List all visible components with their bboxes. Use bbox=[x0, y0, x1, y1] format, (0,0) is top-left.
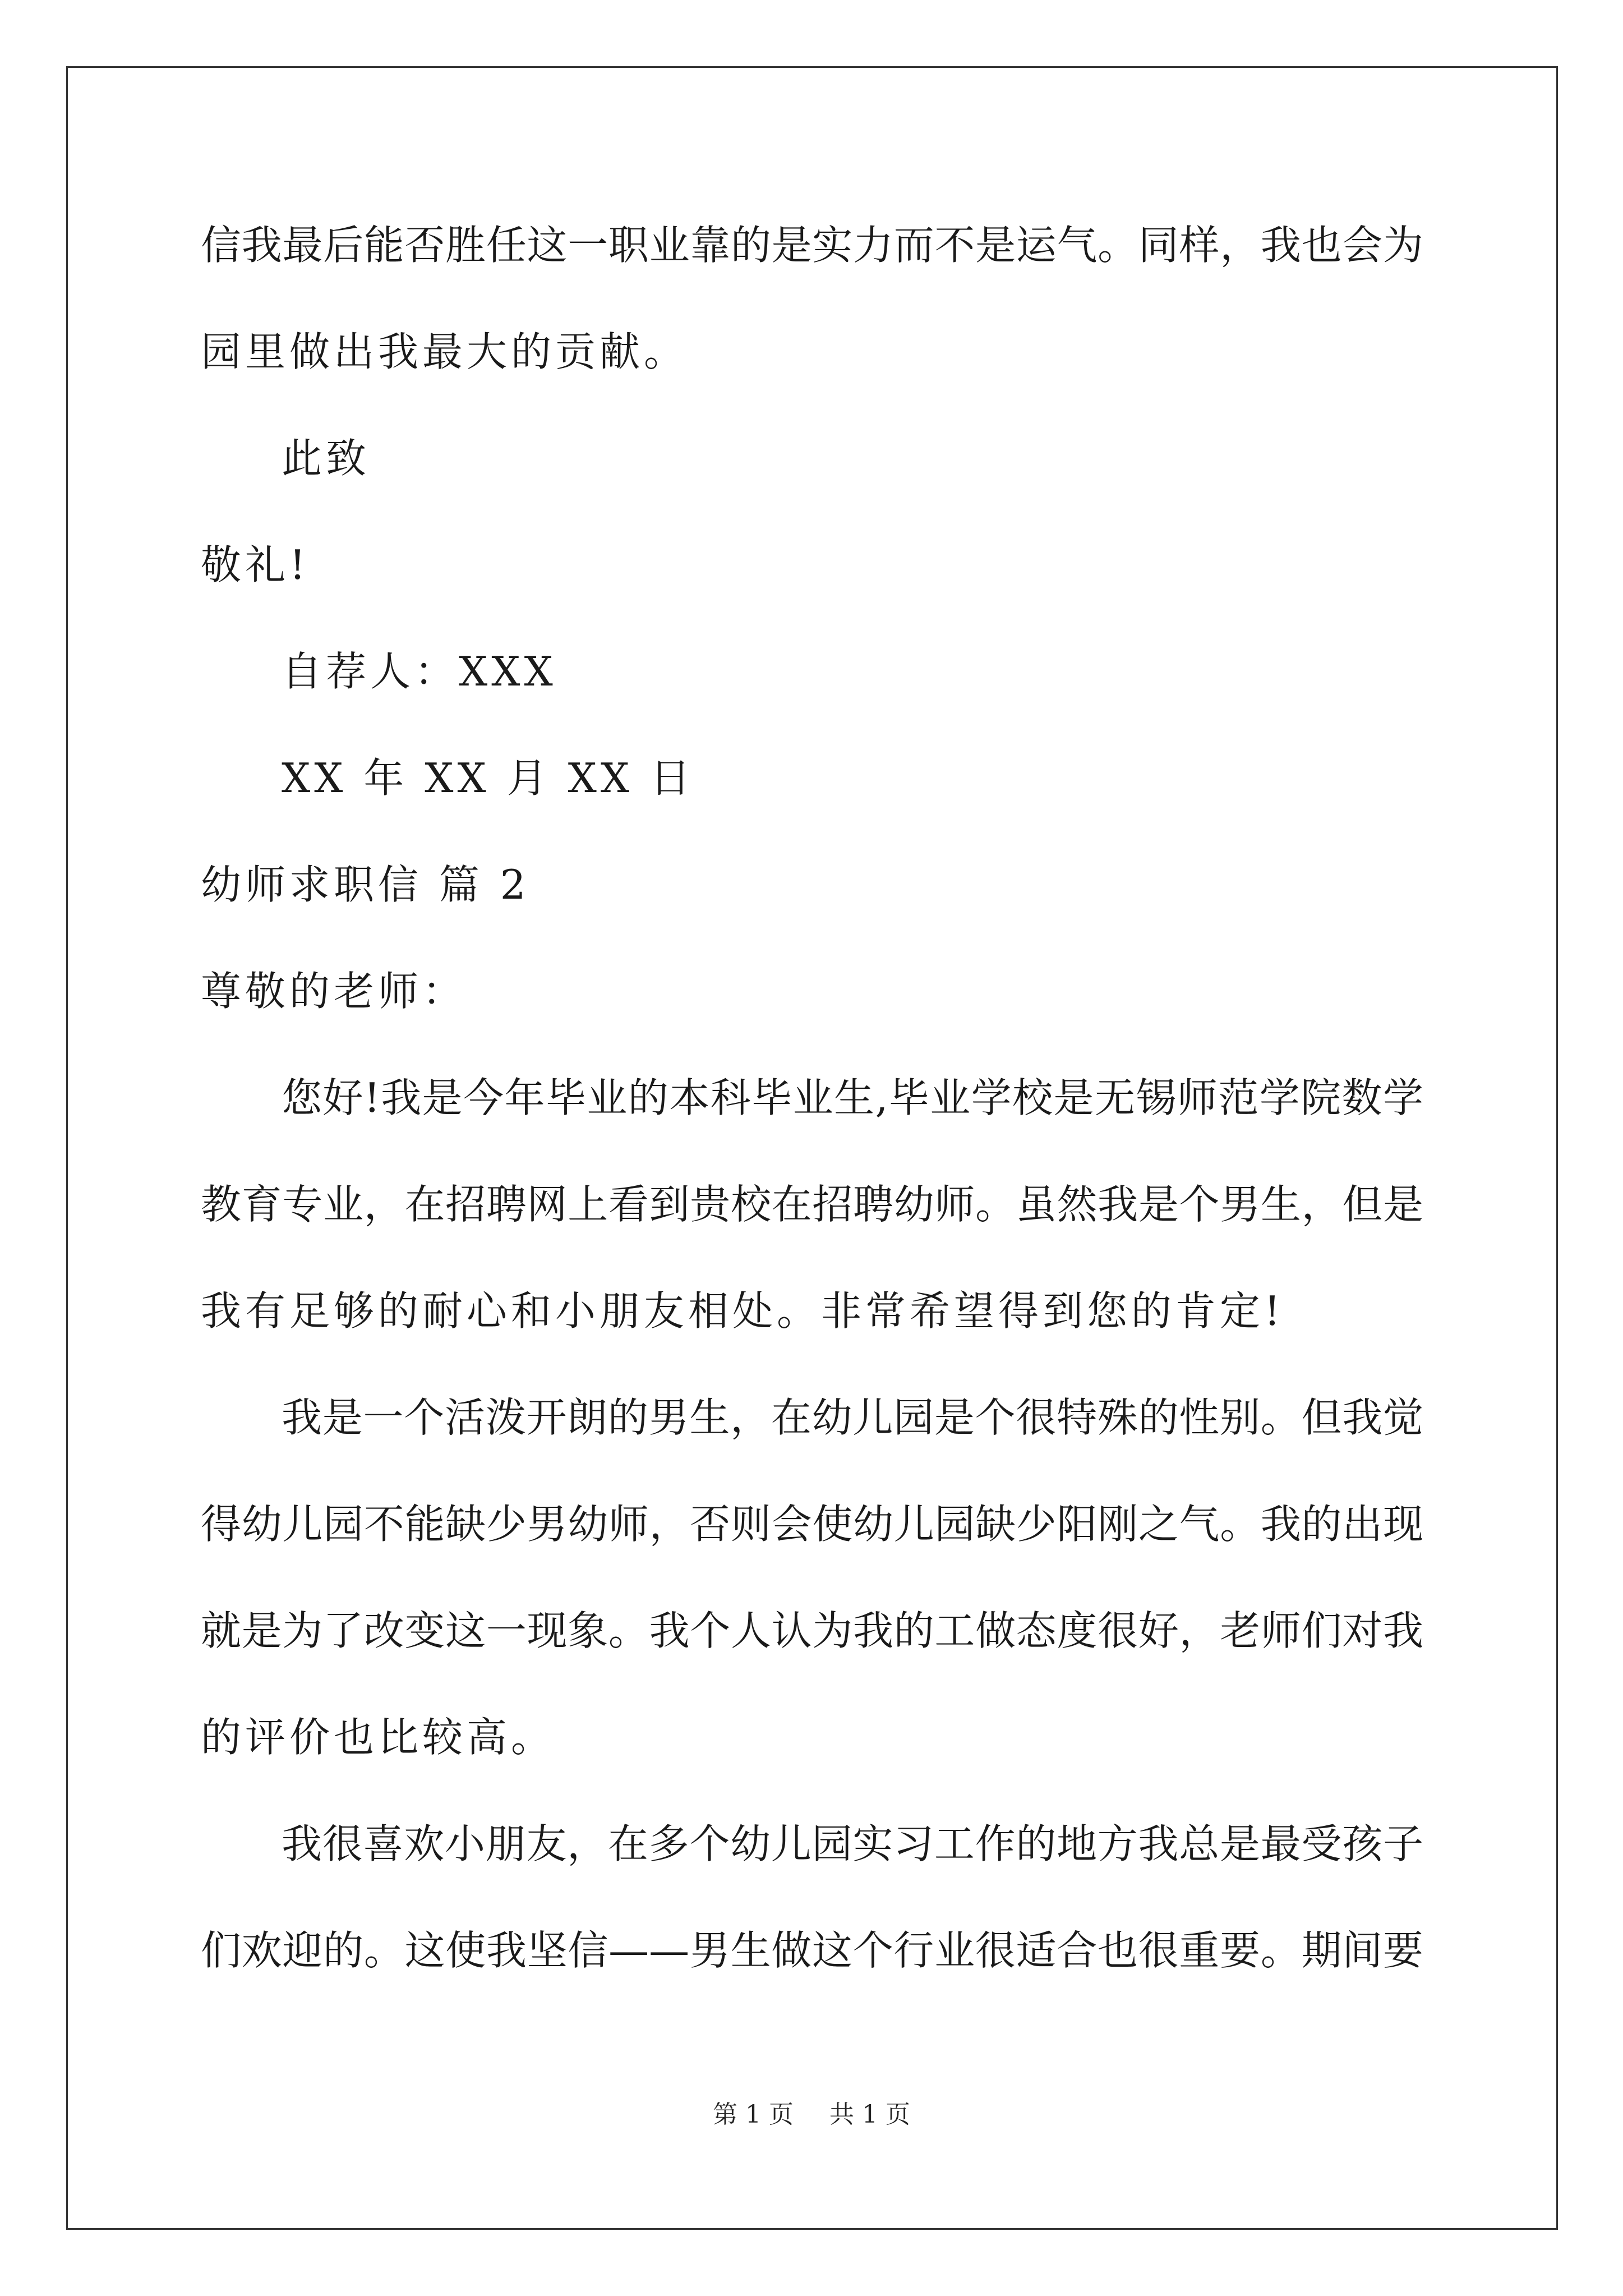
text-line: 我是一个活泼开朗的男生，在幼儿园是个很特殊的性别。但我觉 bbox=[282, 1394, 1423, 1441]
signature-line: 自荐人：XXX bbox=[282, 648, 557, 695]
text-line: 我很喜欢小朋友，在多个幼儿园实习工作的地方我总是最受孩子 bbox=[282, 1820, 1423, 1867]
page-total: 共 1 页 bbox=[829, 2100, 910, 2129]
text-line: 园里做出我最大的贡献。 bbox=[201, 328, 689, 375]
text-line: 就是为了改变这一现象。我个人认为我的工做态度很好，老师们对我 bbox=[201, 1607, 1423, 1654]
text-line: 得幼儿园不能缺少男幼师，否则会使幼儿园缺少阳刚之气。我的出现 bbox=[201, 1501, 1423, 1548]
text-line: 们欢迎的。这使我坚信——男生做这个行业很适合也很重要。期间要 bbox=[201, 1927, 1423, 1974]
text-line: 信我最后能否胜任这一职业靠的是实力而不是运气。同样，我也会为 bbox=[201, 222, 1423, 269]
date-line: XX 年 XX 月 XX 日 bbox=[282, 754, 694, 802]
text-line: 您好!我是今年毕业的本科毕业生,毕业学校是无锡师范学院数学 bbox=[282, 1074, 1423, 1121]
text-line: 教育专业，在招聘网上看到贵校在招聘幼师。虽然我是个男生，但是 bbox=[201, 1181, 1423, 1228]
closing-salutation: 此致 bbox=[282, 435, 371, 482]
text-line: 的评价也比较高。 bbox=[201, 1714, 556, 1761]
page-frame bbox=[66, 66, 1558, 2230]
greeting: 尊敬的老师： bbox=[201, 968, 467, 1015]
text-line: 我有足够的耐心和小朋友相处。非常希望得到您的肯定! bbox=[201, 1287, 1284, 1335]
page-footer bbox=[0, 2098, 1623, 2132]
closing-regards: 敬礼! bbox=[201, 541, 310, 588]
section-heading: 幼师求职信 篇 2 bbox=[201, 861, 530, 908]
page-number: 第 1 页 bbox=[713, 2100, 794, 2129]
